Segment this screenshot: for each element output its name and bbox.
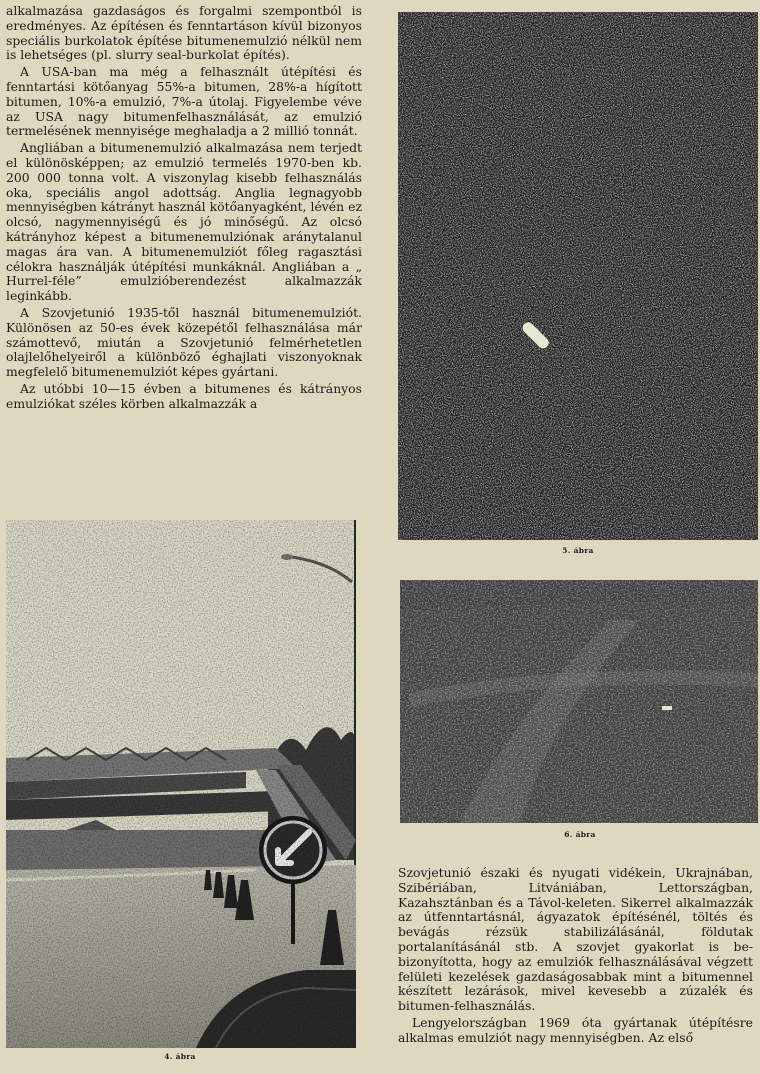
figure-6-caption: 6. ábra — [564, 830, 596, 839]
paragraph: Az utóbbi 10—15 évben a bitumenes és kátrányos emulziókat széles körben alkalmazzák a — [6, 380, 362, 411]
paragraph: Lengyelországban 1969 óta gyártanak útépítésre alkalmas emulziót nagy mennyiségben. Az első — [398, 1014, 753, 1045]
paragraph: A Szovjetunió 1935-től használ bitumenemulziót. Különösen az 50-es évek közepétől felhasználása már számottevő, miután a Szovjetunió felmérhetetlen olajlelőhelyeiről a különböző éghajlati viszonyoknak megfelelő bitumenemulziót képes gyártani. — [6, 304, 362, 380]
paragraph: alkalmazása gazdaságos és forgalmi szempontból is eredményes. Az építésen és fenntartáson kívül bizonyos speciális burkolatok építése bitumenemulzió nélkül nem is lehetséges (pl. slurry seal-burkolat építés). — [6, 3, 362, 63]
left-text-column — [6, 4, 362, 412]
paragraph: Angliában a bitumenemulzió alkalmazása nem terjedt el különösképpen; az emulzió termelés 1970-ben kb. 200 000 tonna volt. A viszonylag kisebb felhasználás oka, speciális angol adottság. Anglia legnagyobb mennyiségben kátrányt használ kötőanyagként, lévén ez olcsó, nagymennyiségű és jó minőségű. Az olcsó kátrányhoz képest a bitumenemulziónak aránytalanul magas ára van. A bitumenemulziót főleg ragasztási célokra használják útépítési munkáknál. Angliában a „ Hurrel-féle” emulzióberendezést alkalmazzák leginkább. — [6, 140, 362, 304]
figure-4-photo — [6, 520, 356, 1048]
paragraph: A USA-ban ma még a felhasznált útépítési és fenntartási kötőanyag 55%-a bitumen, 28%-a hígított bitumen, 10%-a emulzió, 7%-a útolaj. Figyelembe véve az USA nagy bitumenfelhasználását, az emulzió termelésének mennyisége meghaladja a 2 millió tonnát. — [6, 64, 362, 139]
figure-5-photo — [398, 12, 758, 540]
figure-6-photo — [400, 580, 758, 823]
right-text-column — [398, 866, 753, 1046]
paragraph: Szovjetunió északi és nyugati vidékein, Ukrajnában, Szibériában, Litvániában, Lettországban, Kazahsztánban és a Távol-keleten. Sikerrel alkalmazzák az útfenntartásnál, ágyazatok építésénél, töltés és bevágás rézsük stabilizálásánál, földutak portalanításánál stb. A szovjet gyakorlat is bebizonyította, hogy az emulziók felhasználásával végzett felületi kezelések gazdaságosabbak mint a bitumennel készített lezárások, mivel kevesebb a zúzalék és bitumen-felhasználás. — [398, 865, 753, 1014]
figure-5-caption: 5. ábra — [562, 546, 594, 555]
figure-4-caption: 4. ábra — [164, 1052, 196, 1061]
